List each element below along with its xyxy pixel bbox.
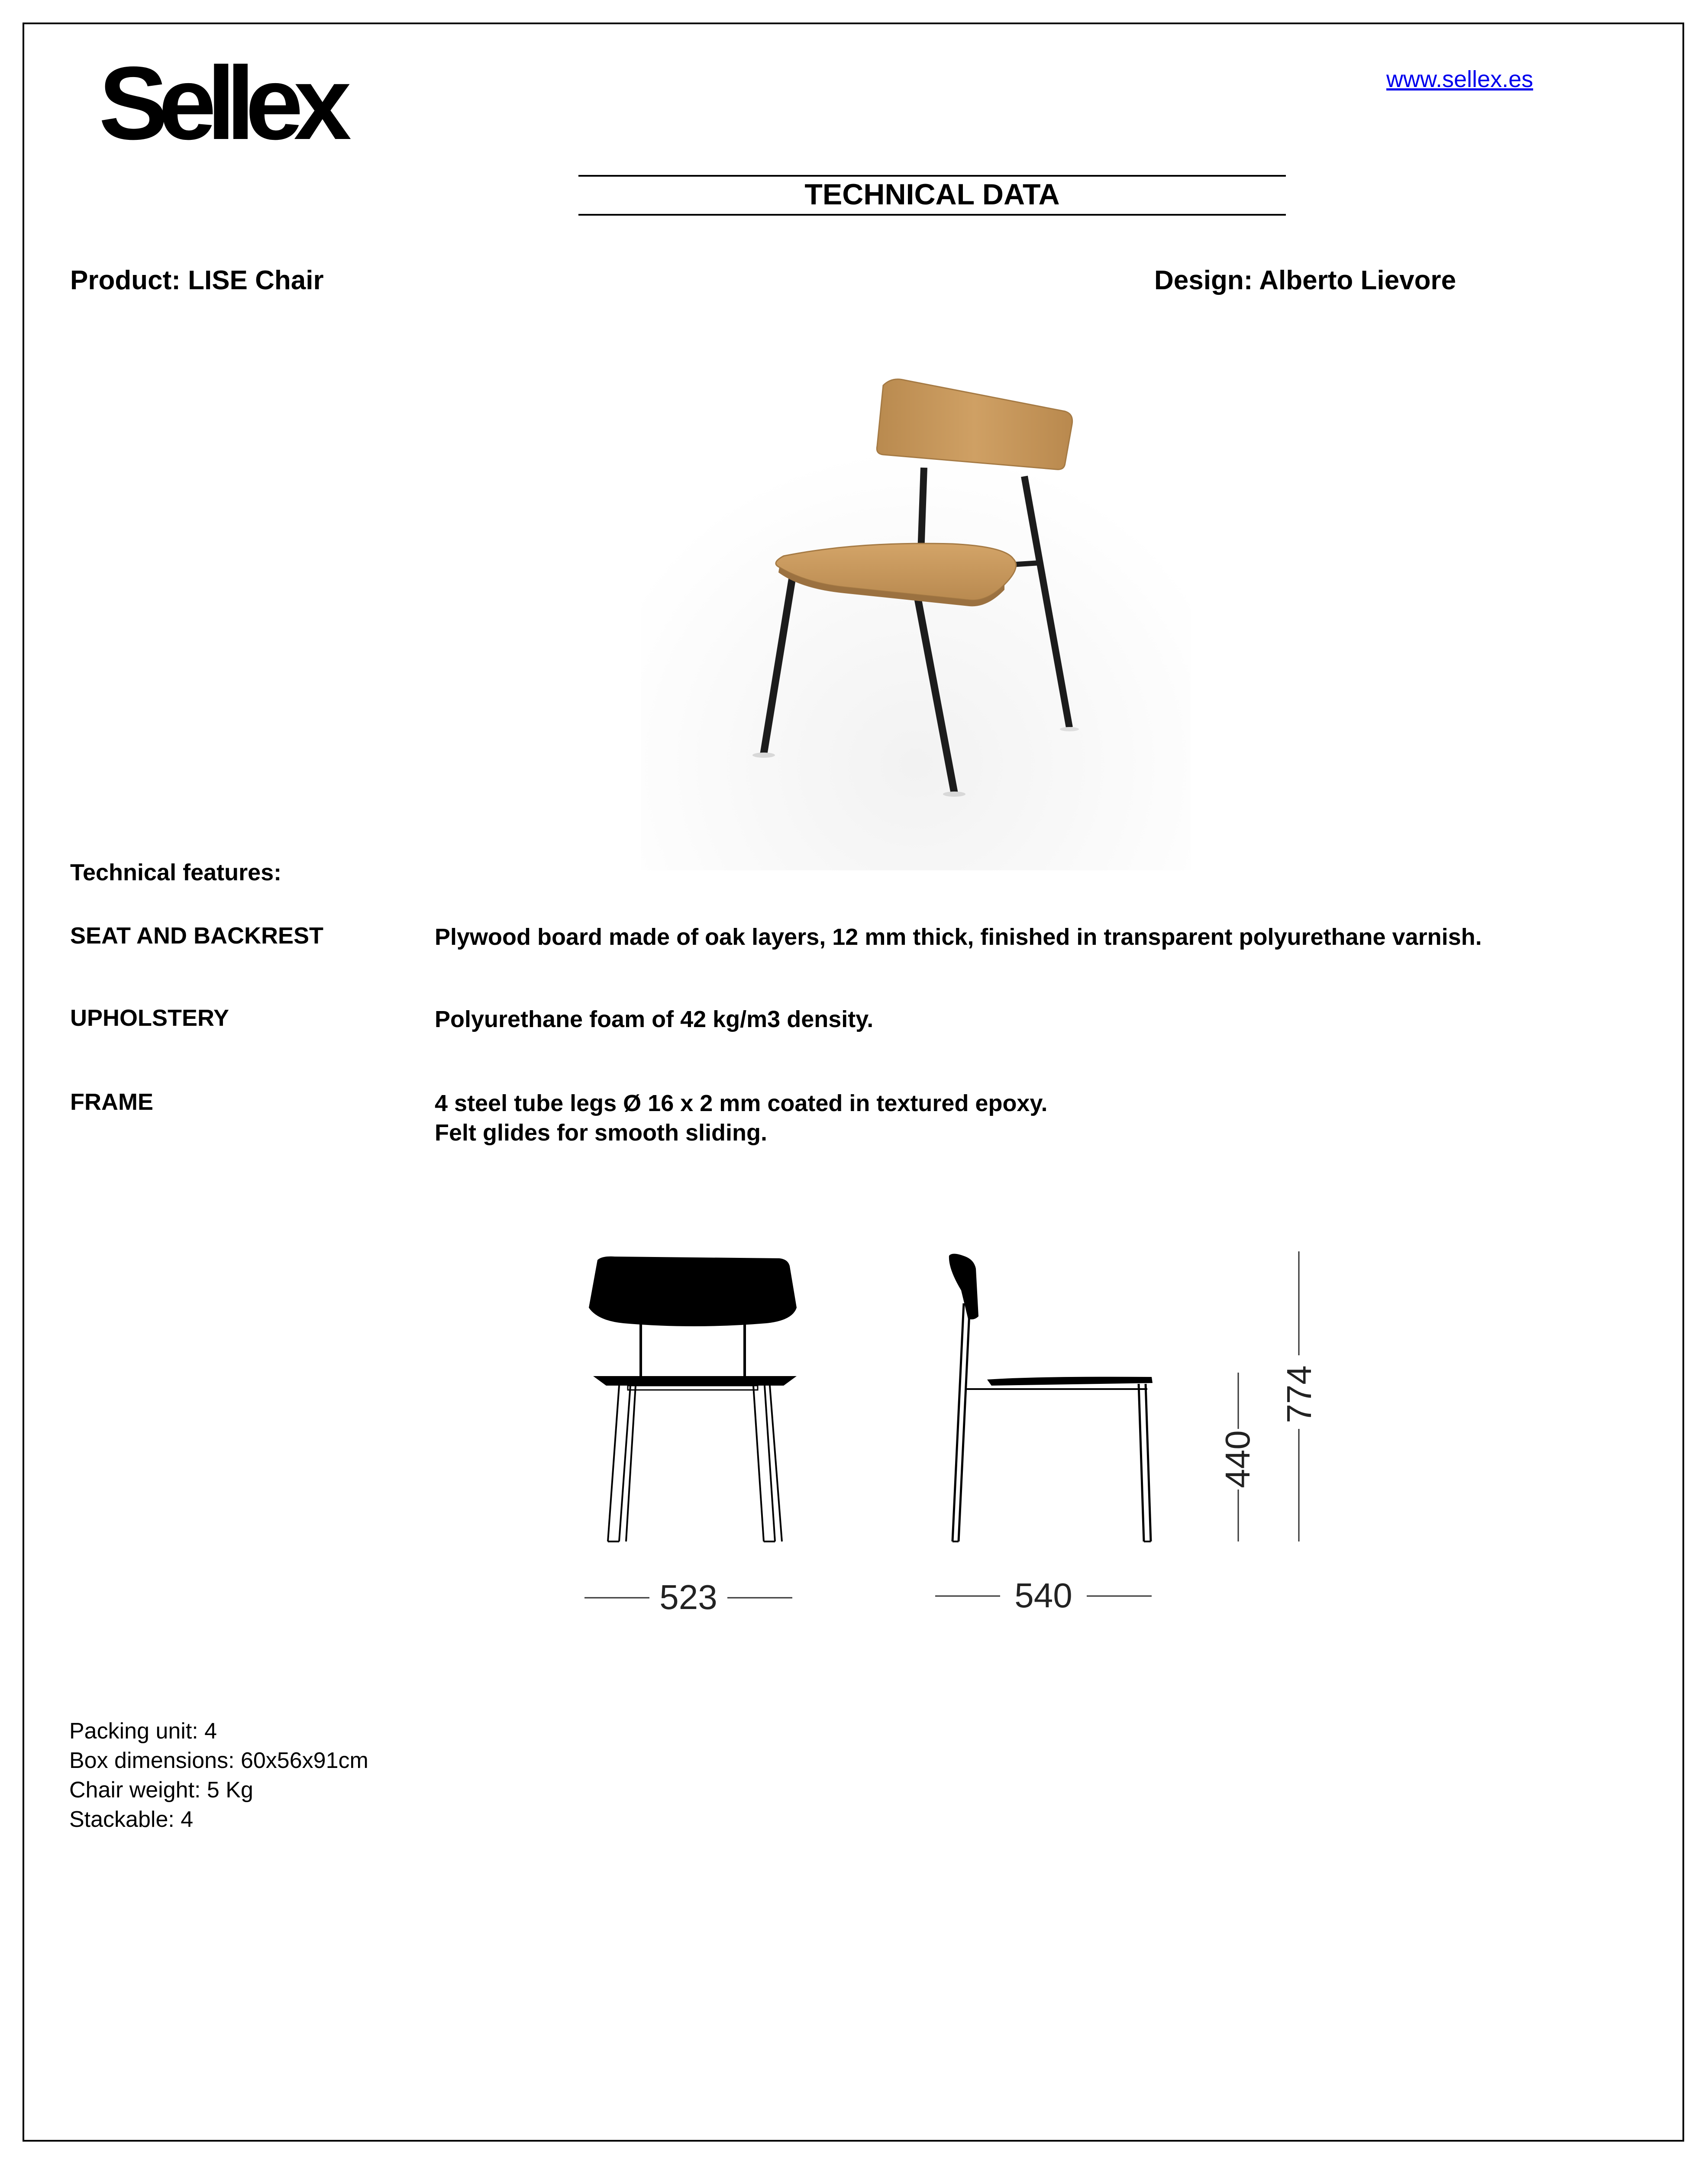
side-view bbox=[935, 1254, 1153, 1596]
front-view bbox=[584, 1257, 797, 1598]
website-link[interactable]: www.sellex.es bbox=[1386, 66, 1534, 92]
width-dimension: 523 bbox=[659, 1578, 717, 1616]
title-rule-top bbox=[578, 175, 1286, 177]
product-name: Product: LISE Chair bbox=[70, 265, 324, 295]
spec-text-seat-backrest bbox=[435, 922, 1482, 952]
spec-line: Polyurethane foam of 42 kg/m3 density. bbox=[435, 1006, 874, 1032]
seat-height-dimension: 440 bbox=[1218, 1430, 1257, 1488]
spec-label-frame: FRAME bbox=[70, 1089, 153, 1115]
total-height-dimension: 774 bbox=[1280, 1365, 1318, 1423]
sellex-logo: Sellex bbox=[99, 45, 342, 161]
chair-photo bbox=[641, 342, 1191, 870]
box-dimensions: Box dimensions: 60x56x91cm bbox=[69, 1748, 368, 1773]
title-rule-bottom bbox=[578, 214, 1286, 216]
side-seat bbox=[987, 1377, 1153, 1386]
technical-features-heading: Technical features: bbox=[70, 860, 282, 885]
spec-label-seat-backrest: SEAT AND BACKREST bbox=[70, 923, 324, 949]
stackable: Stackable: 4 bbox=[69, 1807, 194, 1832]
front-seat bbox=[593, 1376, 797, 1386]
spec-label-upholstery: UPHOLSTERY bbox=[70, 1005, 229, 1031]
depth-dimension: 540 bbox=[1014, 1576, 1072, 1615]
document-title: TECHNICAL DATA bbox=[804, 178, 1060, 211]
spec-line: 4 steel tube legs Ø 16 x 2 mm coated in textured epoxy. bbox=[435, 1090, 1048, 1116]
spec-text-upholstery bbox=[435, 1005, 873, 1034]
spec-text-frame bbox=[435, 1089, 1048, 1147]
spec-line: Felt glides for smooth sliding. bbox=[435, 1120, 768, 1146]
packing-unit: Packing unit: 4 bbox=[69, 1719, 217, 1744]
packing-info bbox=[69, 1716, 368, 1834]
spec-line: Plywood board made of oak layers, 12 mm thick, finished in transparent polyurethane varnish. bbox=[435, 924, 1482, 950]
chair-weight: Chair weight: 5 Kg bbox=[69, 1777, 253, 1803]
designer-name: Design: Alberto Lievore bbox=[1154, 265, 1456, 295]
dimension-drawing bbox=[563, 1238, 1364, 1628]
front-backrest bbox=[589, 1257, 797, 1326]
